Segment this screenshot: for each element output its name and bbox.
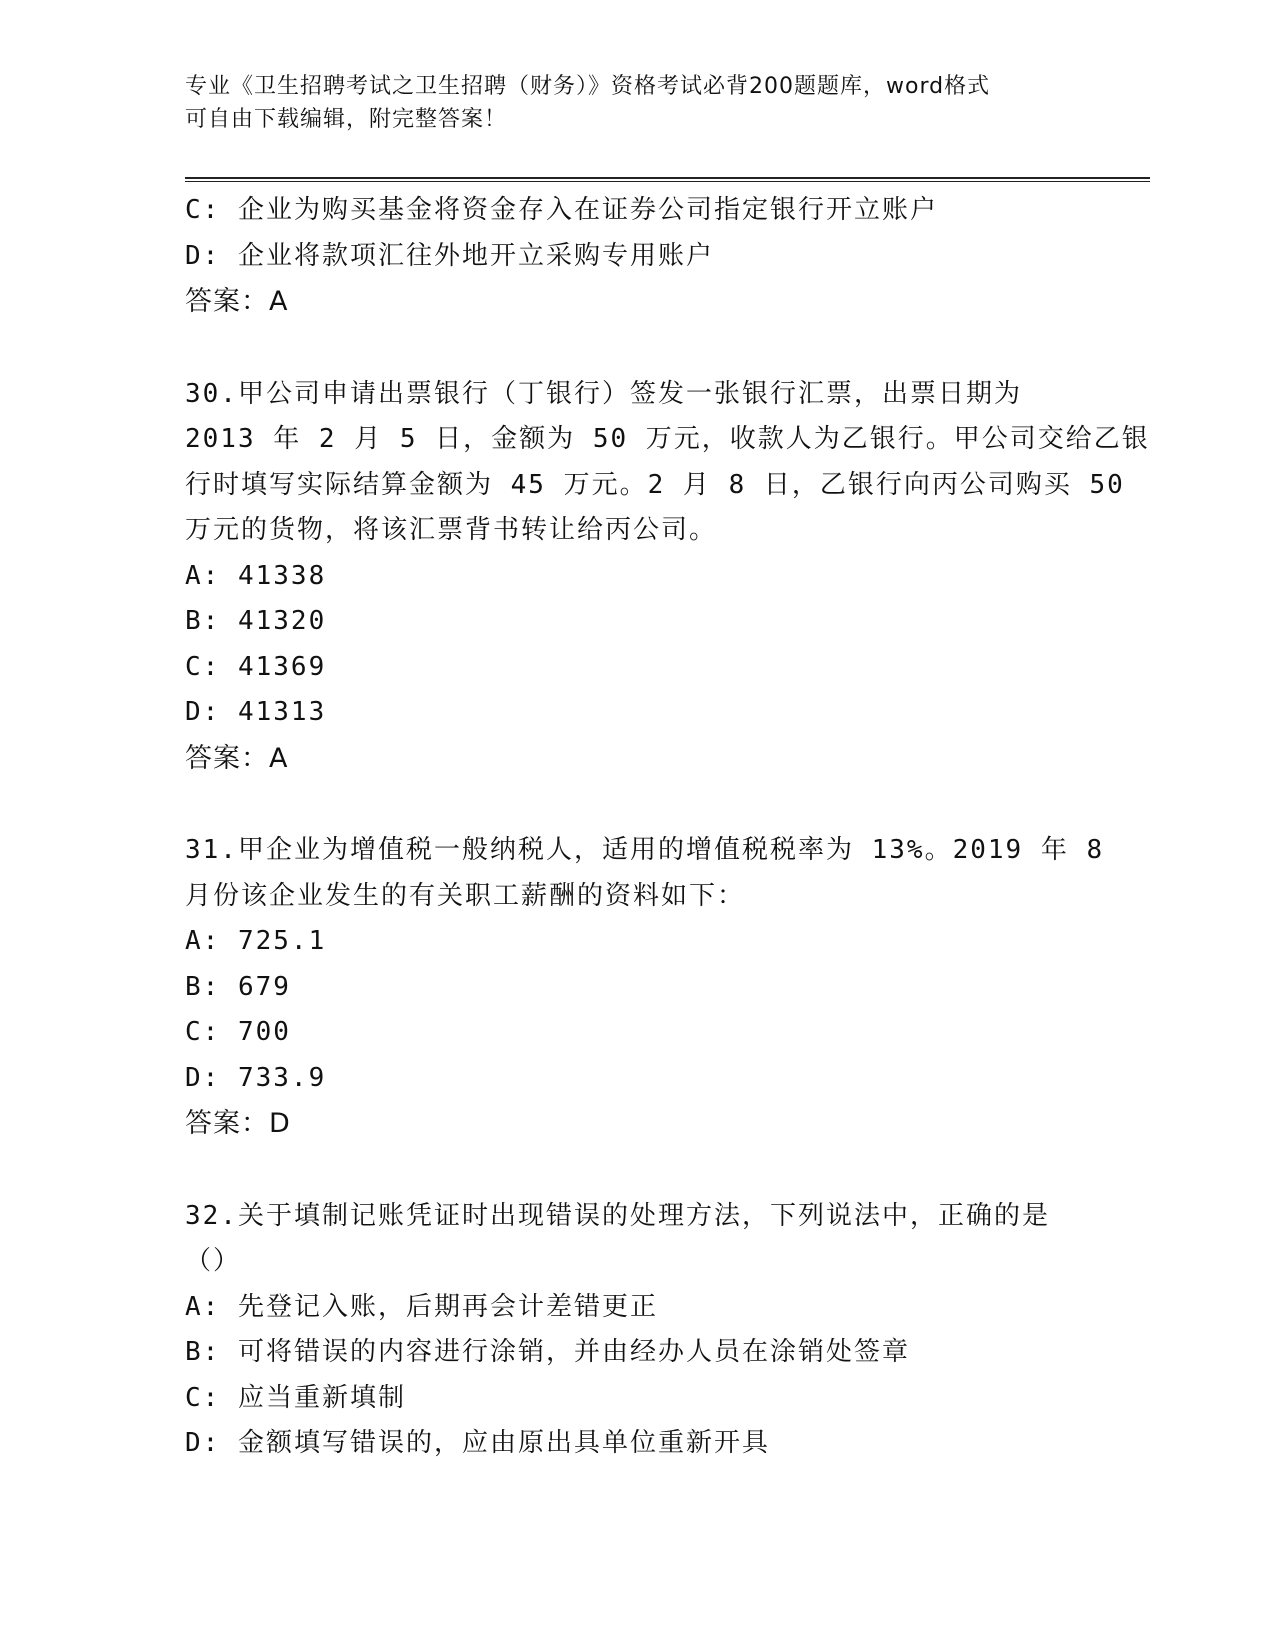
option-label: A:	[185, 560, 221, 591]
option-text: 41338	[237, 560, 327, 591]
question-stem-line: 行时填写实际结算金额为 45 万元。2 月 8 日，乙银行向丙公司购买 50	[185, 469, 1125, 500]
question-30	[185, 372, 1150, 782]
option-d	[185, 1056, 1085, 1102]
option-text: 679	[237, 971, 291, 1002]
option-label: C:	[185, 195, 221, 225]
header-line-2: 可自由下载编辑，附完整答案！	[185, 107, 508, 132]
spacer	[185, 781, 1085, 828]
question-stem-line: 月份该企业发生的有关职工薪酬的资料如下：	[185, 880, 746, 911]
option-label: B:	[185, 971, 221, 1002]
option-label: A:	[185, 926, 221, 956]
option-a	[185, 554, 1085, 600]
option-label: D:	[185, 1062, 221, 1093]
option-label: D:	[185, 1428, 221, 1458]
option-d	[185, 1421, 1085, 1467]
option-text: 企业为购买基金将资金存入在证券公司指定银行开立账户	[237, 195, 938, 225]
document-body	[185, 188, 1150, 1467]
question-stem-line: 30.甲公司申请出票银行（丁银行）签发一张银行汇票，出票日期为	[185, 378, 1022, 409]
option-label: C:	[185, 1382, 221, 1413]
option-label: C:	[185, 1017, 221, 1047]
header-divider	[185, 177, 1150, 182]
option-text: 41313	[237, 697, 327, 727]
option-text: 企业将款项汇往外地开立采购专用账户	[237, 240, 714, 271]
option-b	[185, 965, 1085, 1011]
option-text: 733.9	[237, 1062, 327, 1093]
header-line-1: 专业《卫生招聘考试之卫生招聘（财务）》资格考试必背200题题库，word格式	[185, 74, 991, 99]
question-29-tail	[185, 188, 1085, 325]
option-b	[185, 599, 1085, 645]
option-label: A:	[185, 1291, 221, 1322]
question-stem-line: 2013 年 2 月 5 日，金额为 50 万元，收款人为乙银行。甲公司交给乙银	[185, 424, 1150, 454]
option-text: 应当重新填制	[237, 1382, 406, 1413]
spacer	[185, 1147, 1085, 1194]
answer: 答案：A	[185, 286, 289, 317]
option-text: 可将错误的内容进行涂销，并由经办人员在涂销处签章	[237, 1337, 910, 1367]
option-text: 725.1	[237, 926, 327, 956]
answer: 答案：A	[185, 742, 289, 774]
option-label: B:	[185, 1337, 221, 1367]
option-label: C:	[185, 651, 221, 682]
option-a	[185, 1285, 1085, 1331]
option-c	[185, 1376, 1085, 1422]
option-label: D:	[185, 697, 221, 727]
spacer	[185, 325, 1085, 372]
option-label: B:	[185, 606, 221, 636]
option-c	[185, 1010, 1085, 1056]
option-c	[185, 188, 1085, 234]
option-text: 先登记入账，后期再会计差错更正	[237, 1291, 658, 1322]
question-stem-line: 万元的货物，将该汇票背书转让给丙公司。	[185, 515, 718, 545]
question-31	[185, 828, 1105, 1147]
option-label: D:	[185, 240, 221, 271]
question-stem-line: 32.关于填制记账凭证时出现错误的处理方法，下列说法中，正确的是	[185, 1200, 1050, 1231]
option-d	[185, 690, 1085, 736]
option-c	[185, 645, 1085, 691]
answer: 答案：D	[185, 1108, 291, 1139]
question-stem-line: （）	[185, 1246, 242, 1276]
option-text: 41320	[237, 606, 327, 636]
option-d	[185, 234, 1085, 280]
option-text: 金额填写错误的，应由原出具单位重新开具	[237, 1428, 770, 1458]
option-text: 41369	[237, 651, 327, 682]
option-b	[185, 1330, 1085, 1376]
option-text: 700	[237, 1017, 291, 1047]
question-32	[185, 1194, 1085, 1467]
option-a	[185, 919, 1085, 965]
question-stem-line: 31.甲企业为增值税一般纳税人，适用的增值税税率为 13%。2019 年 8	[185, 835, 1105, 865]
page-header	[185, 70, 1085, 136]
